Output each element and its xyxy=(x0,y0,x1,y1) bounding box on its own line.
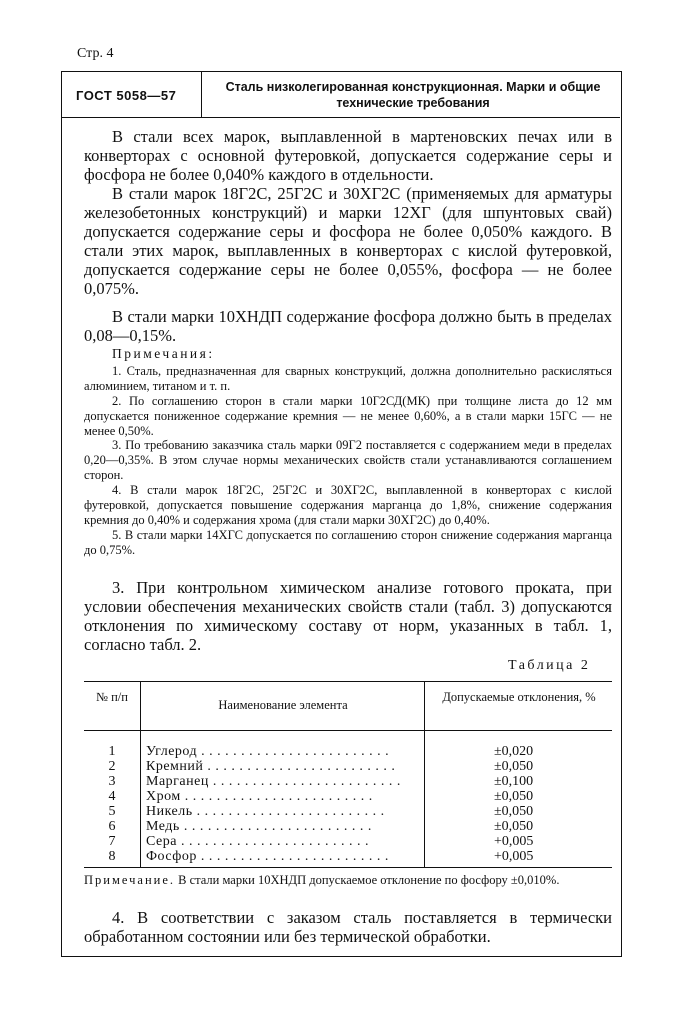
table-row xyxy=(84,774,612,789)
paragraph-sulfur-phosphorus: В стали всех марок, выплавленной в мартеновских печах или в конверторах с основной футеровкой, допускается содержание серы и фосфора не более 0,040% каждого в отдельности. xyxy=(84,127,612,184)
deviation-table xyxy=(84,681,612,868)
table-note xyxy=(84,873,612,888)
table-row xyxy=(84,819,612,834)
element-name: Никель . . . xyxy=(146,804,416,820)
deviation-value: +0,005 xyxy=(494,834,534,849)
note-item: 1. Сталь, предназначенная для сварных конструкций, должна дополнительно раскисляться алюминием, титаном и т. п. xyxy=(84,363,612,393)
row-number: 7 xyxy=(108,834,116,849)
note-item: 4. В стали марок 18Г2С, 25Г2С и 30ХГ2С, выплавленной в конверторах с кислой футеровкой, допускается повышение содержания марганца до 1,8%, снижение содержания кремния до 0,40% и содержания хрома (для стали марки 30ХГ2С) до 0,40%. xyxy=(84,483,612,527)
section-3-text: 3. При контрольном химическом анализе готового проката, при условии обеспечения механических свойств стали (табл. 3) допускаются отклонения по химическому составу от норм, указанных в табл. 1, согласно табл. 2. xyxy=(84,578,612,654)
table-row xyxy=(84,804,612,819)
paragraph-rebar-steel: В стали марок 18Г2С, 25Г2С и 30ХГ2С (применяемых для арматуры железобетонных конструкций) и марки 12ХГ (для шпунтовых свай) допускается содержание серы и фосфора не более 0,050% каждого. В стали этих марок, выплавленных в конверторах с кислой футеровкой, допускается содержание серы не более 0,055%, фосфора — не более 0,075%. xyxy=(84,184,612,298)
table-note-title: Примечание. xyxy=(84,873,176,887)
row-number: 2 xyxy=(108,759,116,774)
section-4-text: 4. В соответствии с заказом сталь поставляется в термически обработанном состоянии или без термической обработки. xyxy=(84,908,612,946)
element-name: Марганец . . . xyxy=(146,774,416,790)
deviation-value: ±0,050 xyxy=(494,819,534,834)
column-header-number: № п/п xyxy=(96,690,128,704)
section-3 xyxy=(84,578,612,654)
element-name: Хром . . . xyxy=(146,789,416,805)
document-title: Сталь низколегированная конструкционная. Марки и общие технические требования xyxy=(225,80,601,110)
element-name: Сера . . . xyxy=(146,834,416,850)
gost-code: ГОСТ 5058—57 xyxy=(76,88,177,103)
section-4 xyxy=(84,908,612,946)
row-number: 3 xyxy=(108,774,116,789)
deviation-value: +0,005 xyxy=(494,849,534,864)
row-number: 4 xyxy=(108,789,116,804)
paragraph-10hndp-block xyxy=(84,307,612,345)
table-row xyxy=(84,834,612,849)
table-row xyxy=(84,789,612,804)
deviation-value: ±0,050 xyxy=(494,759,534,774)
table-row xyxy=(84,744,612,759)
note-item: 3. По требованию заказчика сталь марки 09Г2 поставляется с содержанием меди в пределах 0,20—0,35%. В этом случае нормы механических свойств стали устанавливаются соглашением сторон. xyxy=(84,438,612,483)
row-number: 6 xyxy=(108,819,116,834)
header-divider xyxy=(201,71,202,117)
column-header-element: Наименование элемента xyxy=(218,698,348,712)
paragraph-10hndp: В стали марки 10ХНДП содержание фосфора должно быть в пределах 0,08—0,15%. xyxy=(84,307,612,345)
note-item: 5. В стали марки 14ХГС допускается по соглашению сторон снижение содержания марганца до 0,75%. xyxy=(84,527,612,557)
page-number: Стр. 4 xyxy=(77,46,114,61)
deviation-value: ±0,100 xyxy=(494,774,534,789)
table-note-text: В стали марки 10ХНДП допускаемое отклонение по фосфору ±0,010%. xyxy=(178,873,560,887)
table-row xyxy=(84,849,612,864)
body-text-block xyxy=(84,127,612,298)
table-row xyxy=(84,759,612,774)
notes-block xyxy=(84,347,612,558)
notes-title: Примечания: xyxy=(112,346,215,361)
row-number: 1 xyxy=(108,744,116,759)
row-number: 8 xyxy=(108,849,116,864)
column-header-deviation: Допускаемые отклонения, % xyxy=(442,690,596,704)
element-name: Фосфор . . . xyxy=(146,849,416,865)
deviation-value: ±0,050 xyxy=(494,804,534,819)
header-bottom-rule xyxy=(61,117,620,118)
element-name: Медь . . . xyxy=(146,819,416,835)
element-name: Углерод . . . xyxy=(146,744,416,760)
row-number: 5 xyxy=(108,804,116,819)
note-item: 2. По соглашению сторон в стали марки 10Г2СД(МК) при толщине листа до 12 мм допускается пониженное содержание кремния — не менее 0,60%, а в стали марки 15ГС — не менее 0,50%. xyxy=(84,393,612,438)
table-label: Таблица 2 xyxy=(508,658,591,673)
deviation-value: ±0,020 xyxy=(494,744,534,759)
table-header-rule xyxy=(84,730,612,731)
deviation-value: ±0,050 xyxy=(494,789,534,804)
element-name: Кремний . . . xyxy=(146,759,416,775)
